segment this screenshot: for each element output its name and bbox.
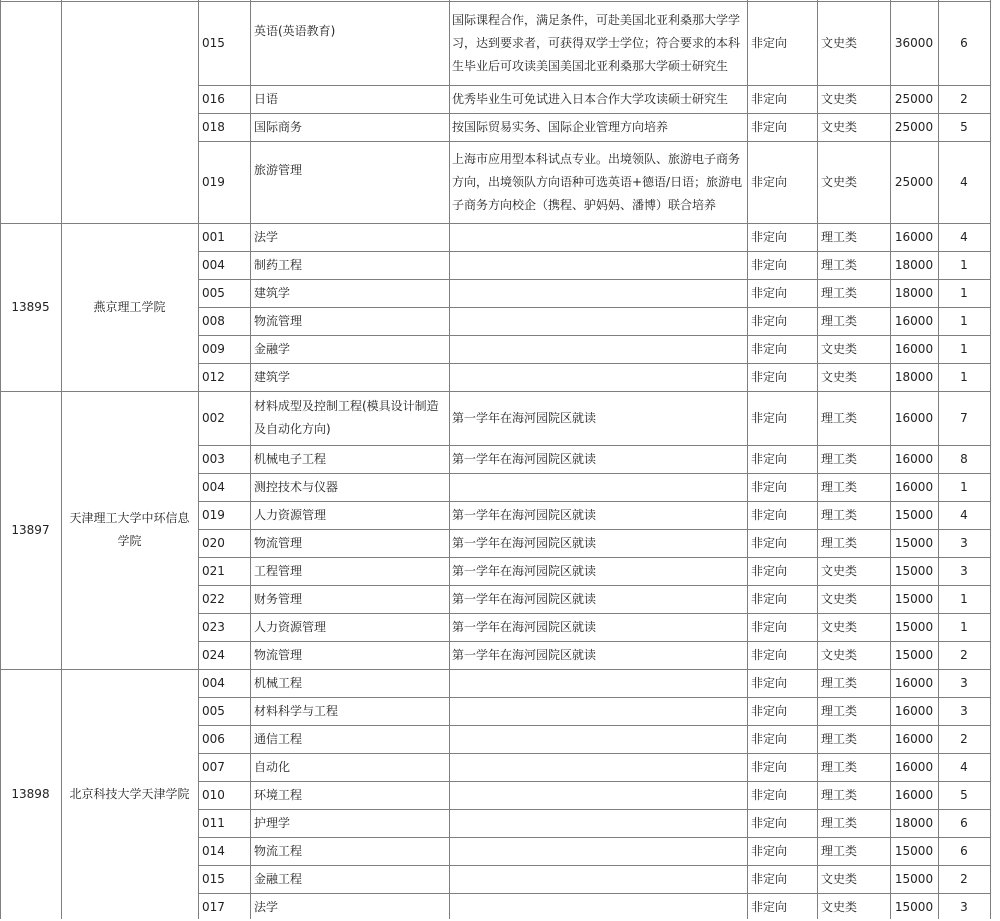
- plan-count: 1: [960, 341, 968, 356]
- tuition-fee: 16000: [894, 229, 934, 244]
- major-code: 002: [202, 410, 225, 425]
- major-code: 022: [202, 591, 225, 606]
- enrollment-type: 非定向: [751, 451, 788, 466]
- plan-count: 1: [960, 257, 968, 272]
- school-name: 天津理工大学中环信息学院: [69, 511, 190, 548]
- subject-category: 文史类: [821, 619, 858, 634]
- major-name: 制药工程: [254, 257, 303, 272]
- enrollment-type: 非定向: [751, 257, 788, 272]
- major-name: 金融学: [254, 341, 291, 356]
- major-code: 024: [202, 647, 225, 662]
- major-code: 007: [202, 759, 225, 774]
- subject-category: 理工类: [821, 479, 858, 494]
- major-note: [449, 837, 747, 865]
- major-note: 第一学年在海河园院区就读: [452, 451, 597, 466]
- subject-category: 文史类: [821, 591, 858, 606]
- plan-count: 6: [960, 815, 968, 830]
- subject-category: 理工类: [821, 229, 858, 244]
- major-name: 环境工程: [254, 787, 303, 802]
- major-note: 按国际贸易实务、国际企业管理方向培养: [452, 119, 669, 134]
- enrollment-type: 非定向: [751, 843, 788, 858]
- subject-category: 文史类: [821, 647, 858, 662]
- major-name: 英语(英语教育): [254, 24, 336, 38]
- plan-count: 4: [960, 759, 968, 774]
- plan-count: 3: [960, 563, 968, 578]
- major-note: 优秀毕业生可免试进入日本合作大学攻读硕士研究生: [452, 91, 729, 106]
- plan-count: 6: [960, 843, 968, 858]
- major-code: 004: [202, 675, 225, 690]
- major-code: 004: [202, 257, 225, 272]
- major-name: 金融工程: [254, 871, 303, 886]
- major-code: 010: [202, 787, 225, 802]
- tuition-fee: 15000: [894, 535, 934, 550]
- tuition-fee: 16000: [894, 341, 934, 356]
- major-note: 第一学年在海河园院区就读: [452, 647, 597, 662]
- subject-category: 理工类: [821, 759, 858, 774]
- plan-count: 2: [960, 871, 968, 886]
- plan-count: 3: [960, 535, 968, 550]
- major-note: [449, 279, 747, 307]
- major-name: 国际商务: [254, 119, 303, 134]
- enrollment-type: 非定向: [751, 815, 788, 830]
- major-code: 011: [202, 815, 225, 830]
- tuition-fee: 16000: [894, 313, 934, 328]
- subject-category: 理工类: [821, 410, 858, 425]
- major-name: 自动化: [254, 759, 291, 774]
- plan-count: 2: [960, 647, 968, 662]
- tuition-fee: 16000: [894, 479, 934, 494]
- subject-category: 理工类: [821, 731, 858, 746]
- tuition-fee: 15000: [894, 899, 934, 914]
- subject-category: 文史类: [821, 35, 858, 50]
- plan-count: 5: [960, 119, 968, 134]
- major-note: 第一学年在海河园院区就读: [452, 410, 597, 425]
- major-code: 019: [202, 174, 225, 189]
- plan-count: 2: [960, 731, 968, 746]
- plan-count: 7: [960, 410, 968, 425]
- major-code: 014: [202, 843, 225, 858]
- subject-category: 理工类: [821, 313, 858, 328]
- tuition-fee: 25000: [894, 91, 934, 106]
- enrollment-type: 非定向: [751, 119, 788, 134]
- major-note: [449, 809, 747, 837]
- tuition-fee: 15000: [894, 871, 934, 886]
- major-note: [449, 781, 747, 809]
- plan-count: 1: [960, 591, 968, 606]
- major-name: 物流工程: [254, 843, 303, 858]
- major-name: 机械工程: [254, 675, 303, 690]
- subject-category: 理工类: [821, 535, 858, 550]
- major-note: [449, 223, 747, 251]
- major-code: 017: [202, 899, 225, 914]
- tuition-fee: 15000: [894, 563, 934, 578]
- subject-category: 理工类: [821, 787, 858, 802]
- major-name: 通信工程: [254, 731, 303, 746]
- major-code: 004: [202, 479, 225, 494]
- plan-count: 1: [960, 619, 968, 634]
- enrollment-type: 非定向: [751, 285, 788, 300]
- major-note: [449, 307, 747, 335]
- tuition-fee: 18000: [894, 257, 934, 272]
- major-name: 法学: [254, 229, 279, 244]
- enrollment-type: 非定向: [751, 479, 788, 494]
- major-name: 人力资源管理: [254, 619, 327, 634]
- subject-category: 理工类: [821, 675, 858, 690]
- enrollment-type: 非定向: [751, 369, 788, 384]
- major-name: 建筑学: [254, 369, 291, 384]
- subject-category: 理工类: [821, 285, 858, 300]
- school-code: 13898: [11, 786, 50, 801]
- major-code: 023: [202, 619, 225, 634]
- tuition-fee: 16000: [894, 703, 934, 718]
- major-code: 009: [202, 341, 225, 356]
- subject-category: 文史类: [821, 871, 858, 886]
- major-name: 物流管理: [254, 535, 303, 550]
- major-note: [449, 669, 747, 697]
- major-code: 012: [202, 369, 225, 384]
- tuition-fee: 18000: [894, 285, 934, 300]
- tuition-fee: 16000: [894, 675, 934, 690]
- major-note: 第一学年在海河园院区就读: [452, 535, 597, 550]
- major-code: 003: [202, 451, 225, 466]
- subject-category: 文史类: [821, 91, 858, 106]
- plan-count: 6: [960, 35, 968, 50]
- major-note: 上海市应用型本科试点专业。出境领队、旅游电子商务方向，出境领队方向语种可选英语+德语/日语；旅游电子商务方向校企（携程、驴妈妈、潘博）联合培养: [452, 151, 743, 212]
- enrollment-type: 非定向: [751, 535, 788, 550]
- enrollment-type: 非定向: [751, 507, 788, 522]
- school-name: 北京科技大学天津学院: [69, 786, 190, 801]
- tuition-fee: 36000: [894, 35, 934, 50]
- major-note: [449, 335, 747, 363]
- plan-count: 2: [960, 91, 968, 106]
- subject-category: 文史类: [821, 341, 858, 356]
- school-code: [0, 1, 61, 223]
- plan-count: 4: [960, 229, 968, 244]
- plan-count: 1: [960, 313, 968, 328]
- plan-count: 3: [960, 703, 968, 718]
- major-code: 015: [202, 35, 225, 50]
- major-note: 国际课程合作，满足条件，可赴美国北亚利桑那大学学习，达到要求者，可获得双学士学位；符合要求的本科生毕业后可攻读美国美国北亚利桑那大学硕士研究生: [452, 12, 741, 73]
- tuition-fee: 18000: [894, 369, 934, 384]
- major-code: 018: [202, 119, 225, 134]
- enrollment-type: 非定向: [751, 731, 788, 746]
- tuition-fee: 25000: [894, 174, 934, 189]
- major-note: [449, 865, 747, 893]
- enrollment-type: 非定向: [751, 787, 788, 802]
- major-code: 005: [202, 285, 225, 300]
- major-code: 005: [202, 703, 225, 718]
- major-note: [449, 753, 747, 781]
- subject-category: 理工类: [821, 815, 858, 830]
- tuition-fee: 25000: [894, 119, 934, 134]
- major-note: [449, 363, 747, 391]
- enrollment-type: 非定向: [751, 619, 788, 634]
- subject-category: 文史类: [821, 899, 858, 914]
- major-note: [449, 251, 747, 279]
- tuition-fee: 16000: [894, 731, 934, 746]
- school-name: [61, 1, 198, 223]
- major-code: 020: [202, 535, 225, 550]
- major-note: 第一学年在海河园院区就读: [452, 563, 597, 578]
- tuition-fee: 16000: [894, 451, 934, 466]
- tuition-fee: 18000: [894, 815, 934, 830]
- major-note: 第一学年在海河园院区就读: [452, 507, 597, 522]
- enrollment-type: 非定向: [751, 563, 788, 578]
- enrollment-type: 非定向: [751, 871, 788, 886]
- subject-category: 文史类: [821, 119, 858, 134]
- enrollment-type: 非定向: [751, 759, 788, 774]
- plan-count: 4: [960, 174, 968, 189]
- major-code: 016: [202, 91, 225, 106]
- subject-category: 理工类: [821, 843, 858, 858]
- major-code: 001: [202, 229, 225, 244]
- subject-category: 文史类: [821, 174, 858, 189]
- major-name: 工程管理: [254, 563, 303, 578]
- enrollment-type: 非定向: [751, 591, 788, 606]
- plan-count: 3: [960, 899, 968, 914]
- major-name: 旅游管理: [254, 163, 303, 177]
- enrollment-type: 非定向: [751, 675, 788, 690]
- enrollment-type: 非定向: [751, 313, 788, 328]
- major-code: 015: [202, 871, 225, 886]
- school-code: 13897: [11, 522, 50, 537]
- enrollment-type: 非定向: [751, 647, 788, 662]
- major-name: 日语: [254, 91, 279, 106]
- major-name: 机械电子工程: [254, 451, 327, 466]
- subject-category: 理工类: [821, 507, 858, 522]
- plan-count: 1: [960, 479, 968, 494]
- enrollment-type: 非定向: [751, 341, 788, 356]
- plan-count: 4: [960, 507, 968, 522]
- tuition-fee: 15000: [894, 843, 934, 858]
- tuition-fee: 15000: [894, 591, 934, 606]
- plan-count: 8: [960, 451, 968, 466]
- plan-count: 3: [960, 675, 968, 690]
- major-name: 护理学: [254, 815, 291, 830]
- enrollment-type: 非定向: [751, 410, 788, 425]
- major-note: [449, 893, 747, 921]
- tuition-fee: 16000: [894, 759, 934, 774]
- enrollment-type: 非定向: [751, 35, 788, 50]
- enrollment-type: 非定向: [751, 703, 788, 718]
- plan-count: 5: [960, 787, 968, 802]
- major-code: 006: [202, 731, 225, 746]
- tuition-fee: 15000: [894, 647, 934, 662]
- major-name: 财务管理: [254, 591, 303, 606]
- major-name: 材料成型及控制工程(模具设计制造及自动化方向): [254, 399, 439, 436]
- tuition-fee: 16000: [894, 410, 934, 425]
- major-name: 材料科学与工程: [254, 703, 339, 718]
- major-code: 021: [202, 563, 225, 578]
- subject-category: 理工类: [821, 451, 858, 466]
- major-note: 第一学年在海河园院区就读: [452, 591, 597, 606]
- major-note: [449, 697, 747, 725]
- major-name: 法学: [254, 899, 279, 914]
- major-name: 测控技术与仪器: [254, 479, 339, 494]
- major-note: [449, 473, 747, 501]
- school-code: 13895: [11, 299, 50, 314]
- major-name: 物流管理: [254, 647, 303, 662]
- tuition-fee: 15000: [894, 619, 934, 634]
- school-name: 燕京理工学院: [93, 299, 166, 314]
- tuition-fee: 15000: [894, 507, 934, 522]
- enrollment-type: 非定向: [751, 229, 788, 244]
- enrollment-type: 非定向: [751, 899, 788, 914]
- major-note: [449, 725, 747, 753]
- enrollment-type: 非定向: [751, 174, 788, 189]
- subject-category: 理工类: [821, 257, 858, 272]
- plan-count: 1: [960, 285, 968, 300]
- tuition-fee: 16000: [894, 787, 934, 802]
- major-note: 第一学年在海河园院区就读: [452, 619, 597, 634]
- subject-category: 文史类: [821, 563, 858, 578]
- plan-count: 1: [960, 369, 968, 384]
- major-code: 008: [202, 313, 225, 328]
- major-name: 建筑学: [254, 285, 291, 300]
- major-name: 人力资源管理: [254, 507, 327, 522]
- subject-category: 理工类: [821, 703, 858, 718]
- major-code: 019: [202, 507, 225, 522]
- subject-category: 文史类: [821, 369, 858, 384]
- enrollment-type: 非定向: [751, 91, 788, 106]
- major-name: 物流管理: [254, 313, 303, 328]
